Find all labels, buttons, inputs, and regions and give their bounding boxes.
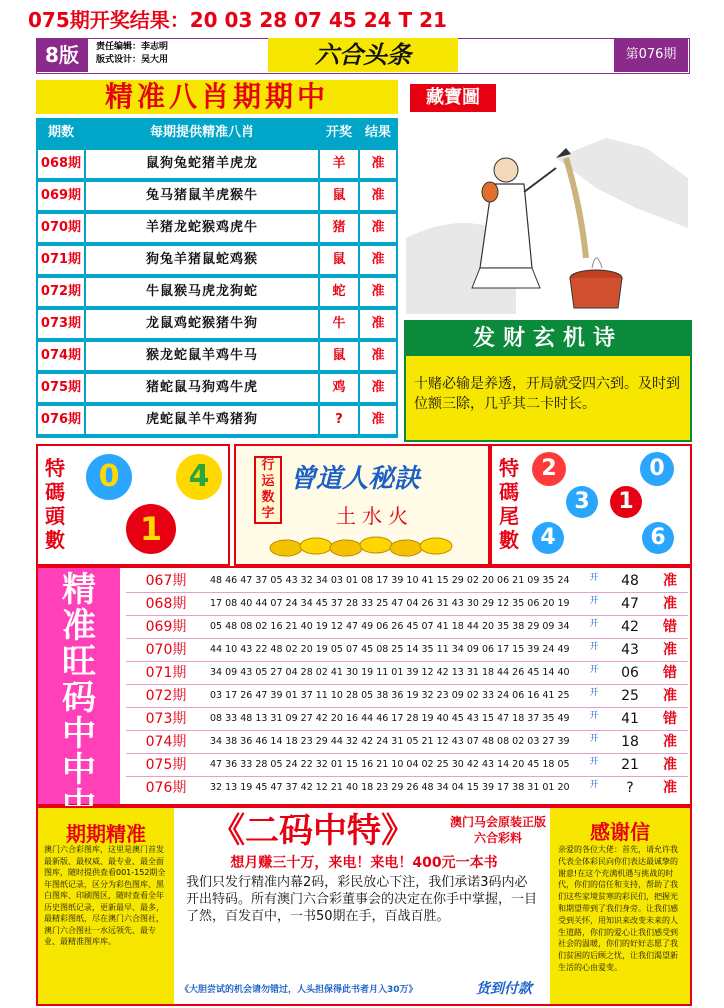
thank-you-panel: [550, 808, 690, 1004]
row-issue: 069期: [145, 619, 187, 635]
row-value: 42: [621, 619, 639, 635]
section-title-eight-zodiac: 精准八肖期期中: [36, 80, 398, 114]
table-row: [36, 310, 398, 340]
thank-you-text: 亲爱的各位大佬：首先，请允许我代表全体彩民向你们表达最诚挚的谢意!在这个充满机遇与挑战的时代，你们的信任和支持，帮助了我们这些家境贫寒的彩民们，把握光和期望带到了我们身旁。让我们感受到关怀，用知识来改变未来的人生道路，你们的爱心让我们感受到社会的温暖，你们的好好志愿了我们贫困的后顾之忧，让我们渴望新生活的心由爱变。: [558, 845, 678, 972]
row-result: 准: [360, 310, 396, 338]
row-value: 48: [621, 573, 639, 589]
editor-credit: 责任编辑：李志明: [96, 42, 169, 52]
table-row: [126, 777, 688, 799]
special-head-label: 特碼頭數: [45, 456, 65, 552]
issue-number: 第076期: [614, 38, 688, 72]
hot-numbers-side-label: [38, 568, 120, 804]
row-open-label: 开: [589, 780, 599, 790]
bottom-ad-section: [36, 806, 692, 1006]
row-issue: 069期: [38, 182, 84, 210]
table-row: [36, 182, 398, 212]
table-row: [126, 616, 688, 639]
row-numbers: 32 13 19 45 47 37 42 12 21 40 18 23 29 26 48 34 04 15 39 17 38 31 01 20: [210, 782, 570, 793]
row-result: 准: [360, 214, 396, 242]
row-issue: 067期: [145, 573, 187, 589]
row-open: 蛇: [320, 278, 358, 306]
row-open-label: 开: [589, 688, 599, 698]
tail-ball-1: 1: [610, 486, 642, 518]
row-numbers: 34 09 43 05 27 04 28 02 41 30 19 11 01 39 12 42 13 31 18 44 26 45 14 40: [210, 667, 570, 678]
row-issue: 076期: [38, 406, 84, 434]
row-open-label: 开: [589, 573, 599, 583]
table-row: [126, 662, 688, 685]
row-open: 猪: [320, 214, 358, 242]
row-status: 错: [663, 619, 677, 635]
row-result: 准: [360, 278, 396, 306]
fortune-poem-box: [404, 320, 692, 442]
special-tail-box: [490, 444, 692, 566]
table-header: [36, 118, 398, 148]
center-ad-footer: 《大胆尝试的机会请勿错过，人头担保得此书者月入30万》: [180, 985, 418, 995]
head-ball-1: 1: [126, 504, 176, 554]
table-row: [36, 150, 398, 180]
spirit-elements: 土水火: [336, 504, 414, 528]
table-row: [36, 278, 398, 308]
row-issue: 076期: [145, 780, 187, 796]
row-status: 准: [663, 688, 677, 704]
table-row: [36, 342, 398, 372]
row-result: 准: [360, 342, 396, 370]
row-issue: 072期: [145, 688, 187, 704]
row-issue: 072期: [38, 278, 84, 306]
table-row: [126, 570, 688, 593]
table-row: [36, 374, 398, 404]
tail-ball-0: 0: [640, 452, 674, 486]
header-result: 结果: [360, 120, 396, 146]
sage-figure-illustration: [406, 118, 688, 314]
row-issue: 071期: [38, 246, 84, 274]
row-numbers: 05 48 08 02 16 21 40 19 12 47 49 06 26 45 07 41 18 44 20 35 38 29 09 34: [210, 621, 570, 632]
row-value: ?: [626, 780, 634, 796]
row-issue: 073期: [145, 711, 187, 727]
side-label-text: 精准旺码中中: [62, 570, 96, 790]
row-issue: 070期: [145, 642, 187, 658]
row-value: 25: [621, 688, 639, 704]
row-zodiacs: 龙鼠鸡蛇猴猪牛狗: [86, 310, 318, 338]
row-value: 47: [621, 596, 639, 612]
row-status: 错: [663, 665, 677, 681]
row-open-label: 开: [589, 665, 599, 675]
left-promo-title: 期期精准: [66, 822, 146, 846]
row-issue: 075期: [145, 757, 187, 773]
row-status: 准: [663, 596, 677, 612]
tail-ball-4: 4: [532, 522, 564, 554]
designer-credit: 版式设计：吴大用: [96, 55, 169, 65]
row-open: ?: [320, 406, 358, 434]
eight-zodiac-table: [36, 118, 398, 438]
table-row: [126, 708, 688, 731]
table-row: [126, 685, 688, 708]
gold-ingot-icon: [266, 530, 466, 558]
table-row: [36, 406, 398, 436]
row-status: 准: [663, 757, 677, 773]
row-zodiacs: 猪蛇鼠马狗鸡牛虎: [86, 374, 318, 402]
table-row: [126, 731, 688, 754]
treasure-illustration: [406, 118, 688, 314]
left-promo-panel: [38, 808, 174, 1004]
credits: [96, 41, 168, 67]
row-numbers: 17 08 40 44 07 24 34 45 37 28 33 25 47 04 26 31 43 30 29 12 35 06 20 19: [210, 598, 570, 609]
row-value: 43: [621, 642, 639, 658]
row-issue: 075期: [38, 374, 84, 402]
row-result: 准: [360, 182, 396, 210]
row-zodiacs: 兔马猪鼠羊虎猴牛: [86, 182, 318, 210]
two-codes-title: 《二码中特》: [211, 811, 415, 851]
special-head-box: [36, 444, 230, 566]
row-status: 准: [663, 734, 677, 750]
lottery-result-line: 075期开奖结果：20 03 28 07 45 24 T 21: [28, 8, 447, 32]
row-issue: 068期: [145, 596, 187, 612]
row-numbers: 47 36 33 28 05 24 22 32 01 15 16 21 10 04 02 25 30 42 43 14 20 45 18 05: [210, 759, 570, 770]
row-open: 鼠: [320, 182, 358, 210]
poem-text: 十赌必输是养透，开局就受四六到。及时到位额三除，几乎其二卡时长。: [414, 376, 680, 412]
row-result: 准: [360, 150, 396, 178]
row-value: 21: [621, 757, 639, 773]
row-status: 错: [663, 711, 677, 727]
row-value: 06: [621, 665, 639, 681]
row-issue: 071期: [145, 665, 187, 681]
row-numbers: 08 33 48 13 31 09 27 42 20 16 44 46 17 28 19 40 45 43 15 47 18 37 35 49: [210, 713, 570, 724]
cash-on-delivery-label: 货到付款: [476, 981, 532, 997]
row-numbers: 34 38 36 46 14 18 23 29 44 32 42 24 31 05 21 12 43 07 48 08 02 03 27 39: [210, 736, 570, 747]
head-ball-0: 0: [86, 454, 132, 500]
special-tail-label: 特碼尾數: [499, 456, 519, 552]
thank-you-title: 感谢信: [590, 820, 650, 844]
row-open: 牛: [320, 310, 358, 338]
row-open-label: 开: [589, 711, 599, 721]
row-result: 准: [360, 406, 396, 434]
paper-title: 六合头条: [268, 38, 458, 72]
row-numbers: 44 10 43 22 48 02 20 19 05 07 45 08 25 14 35 11 34 09 06 17 15 39 24 49: [210, 644, 570, 655]
center-ad-panel: [178, 808, 546, 1004]
row-issue: 068期: [38, 150, 84, 178]
row-issue: 074期: [145, 734, 187, 750]
row-numbers: 48 46 47 37 05 43 32 34 03 01 08 17 39 10 41 15 29 02 20 06 21 09 35 24: [210, 575, 570, 586]
row-result: 准: [360, 374, 396, 402]
row-status: 准: [663, 642, 677, 658]
tail-ball-2: 2: [532, 452, 566, 486]
header-issue: 期数: [38, 120, 84, 146]
spirit-title: 曾道人秘訣: [290, 464, 421, 494]
row-value: 18: [621, 734, 639, 750]
row-zodiacs: 猴龙蛇鼠羊鸡牛马: [86, 342, 318, 370]
row-open: 羊: [320, 150, 358, 178]
table-row: [126, 754, 688, 777]
page-label: 8版: [36, 38, 88, 72]
spirit-box: [234, 444, 490, 566]
row-zodiacs: 狗兔羊猪鼠蛇鸡猴: [86, 246, 318, 274]
row-zodiacs: 虎蛇鼠羊牛鸡猪狗: [86, 406, 318, 434]
row-open: 鼠: [320, 246, 358, 274]
table-row: [126, 639, 688, 662]
row-issue: 070期: [38, 214, 84, 242]
row-value: 41: [621, 711, 639, 727]
promo-line: 想月赚三十万，来电！来电！400元一本书: [230, 855, 498, 871]
row-open: 鸡: [320, 374, 358, 402]
poem-title: 发财玄机诗: [406, 322, 690, 356]
head-ball-4: 4: [176, 454, 222, 500]
row-zodiacs: 牛鼠猴马虎龙狗蛇: [86, 278, 318, 306]
table-row: [36, 246, 398, 276]
tail-ball-3: 3: [566, 486, 598, 518]
row-status: 准: [663, 780, 677, 796]
row-zodiacs: 羊猪龙蛇猴鸡虎牛: [86, 214, 318, 242]
row-open: 鼠: [320, 342, 358, 370]
tail-ball-6: 6: [642, 522, 674, 554]
left-promo-text: 澳门六合彩图库，这里是澳门首发最新版、最权威、最专业、最全面图库，随时提供查看001-152期全年图纸记录，区分为彩色图库、黑白图库、印刷图区，随时查看全年历史图纸记录，更新最早、最多，最精彩图纸，尽在澳门六合图社，澳门六合图社一水远领先、最专业、最精准图库库。: [44, 845, 166, 946]
row-open-label: 开: [589, 734, 599, 744]
row-open-label: 开: [589, 642, 599, 652]
table-row: [36, 214, 398, 244]
row-open-label: 开: [589, 619, 599, 629]
row-numbers: 03 17 26 47 39 01 37 11 10 28 05 38 36 19 32 23 09 02 33 24 06 16 41 25: [210, 690, 570, 701]
center-ad-body: 我们只发行精准内幕2码，彩民放心下注，我们承诺3码内必开出特码。所有澳门六合彩董事会的决定在你手中掌握，一目了然，百发百中，一书50期在手，百战百胜。: [186, 875, 538, 924]
row-status: 准: [663, 573, 677, 589]
header-open: 开奖: [320, 120, 358, 146]
row-zodiacs: 鼠狗兔蛇猪羊虎龙: [86, 150, 318, 178]
hot-numbers-section: [36, 566, 692, 806]
center-ad-subtitle: 澳门马会原装正版六合彩料: [450, 815, 547, 845]
treasure-map-label: 藏寶圖: [410, 84, 496, 112]
table-row: [126, 593, 688, 616]
lucky-number-tag: 行运数字: [254, 456, 282, 524]
row-issue: 073期: [38, 310, 84, 338]
row-issue: 074期: [38, 342, 84, 370]
row-open-label: 开: [589, 596, 599, 606]
row-open-label: 开: [589, 757, 599, 767]
row-result: 准: [360, 246, 396, 274]
header-zodiacs: 每期提供精准八肖: [86, 120, 318, 146]
